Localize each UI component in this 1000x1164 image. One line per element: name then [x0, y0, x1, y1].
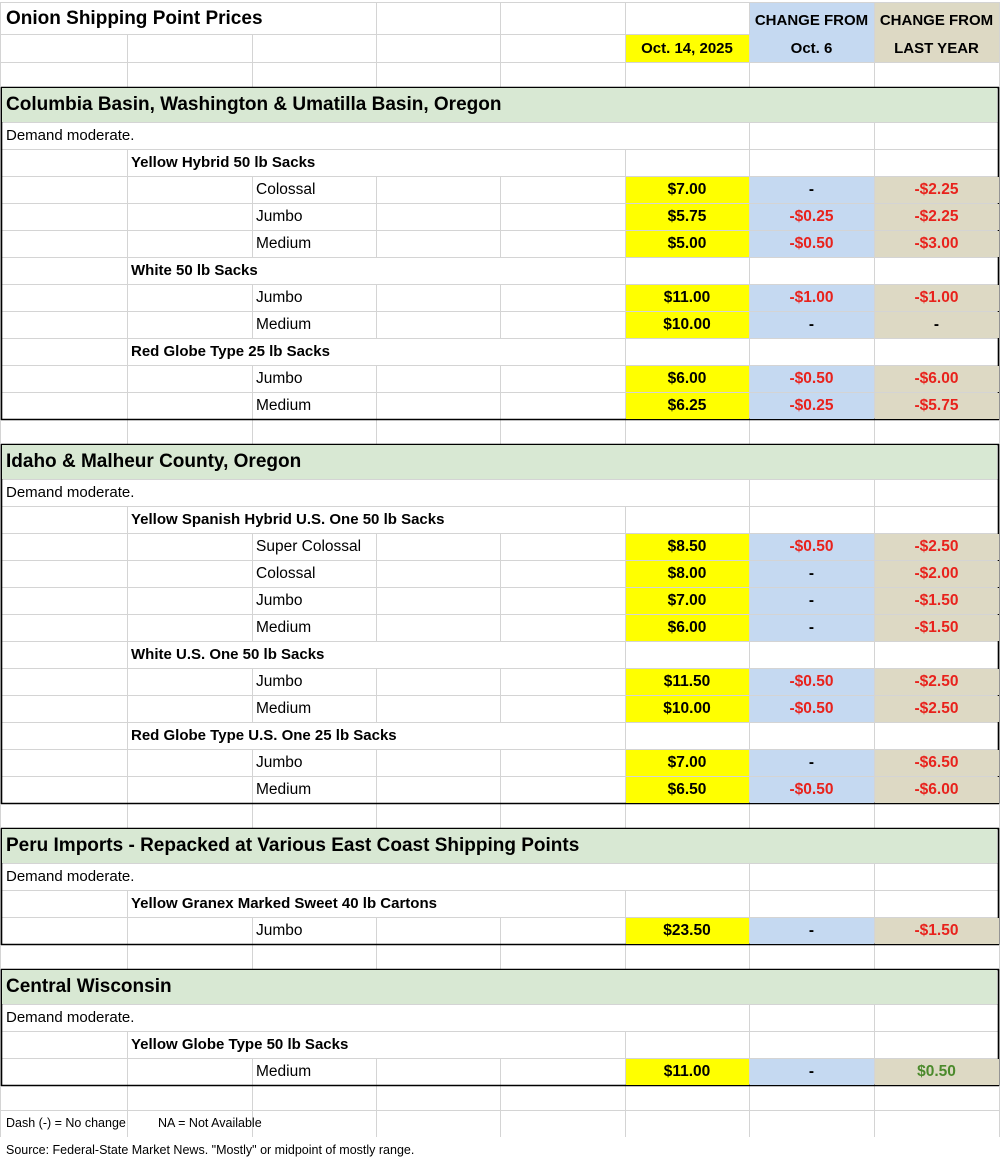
change-year-value: -$2.50 — [914, 537, 959, 555]
change-year-header-bottom: LAST YEAR — [894, 39, 979, 57]
product-name: White 50 lb Sacks — [131, 262, 258, 279]
legend-na: NA = Not Available — [158, 1116, 262, 1131]
size-label: Medium — [256, 234, 312, 252]
price-value: $6.25 — [667, 396, 707, 414]
price-value: $7.00 — [667, 753, 707, 771]
page-title: Onion Shipping Point Prices — [6, 7, 263, 29]
change-week-header-bottom: Oct. 6 — [790, 39, 833, 57]
price-value: $7.00 — [667, 591, 707, 609]
product-name: White U.S. One 50 lb Sacks — [131, 646, 325, 663]
price-value: $11.50 — [663, 672, 711, 690]
change-year-value: -$6.50 — [914, 753, 959, 771]
price-value: $11.00 — [663, 288, 711, 306]
change-week-value: - — [808, 315, 815, 333]
price-value: $23.50 — [663, 921, 711, 939]
change-year-header-top: CHANGE FROM — [879, 11, 994, 29]
change-year-value: -$1.00 — [914, 288, 959, 306]
change-year-value: -$1.50 — [914, 921, 959, 939]
size-label: Medium — [256, 315, 312, 333]
price-value: $10.00 — [663, 315, 711, 333]
product-name: Red Globe Type U.S. One 25 lb Sacks — [131, 727, 397, 744]
size-label: Jumbo — [256, 207, 303, 225]
change-year-value: -$2.25 — [914, 180, 959, 198]
product-name: Yellow Hybrid 50 lb Sacks — [131, 154, 316, 171]
change-week-value: -$1.00 — [789, 288, 834, 306]
demand-note: Demand moderate. — [6, 484, 135, 501]
change-week-value: -$0.25 — [789, 396, 834, 414]
change-week-value: - — [808, 180, 815, 198]
size-label: Jumbo — [256, 288, 303, 306]
product-name: Yellow Granex Marked Sweet 40 lb Cartons — [131, 895, 437, 912]
price-value: $5.75 — [667, 207, 707, 225]
size-label: Colossal — [256, 564, 316, 582]
change-year-value: -$2.50 — [914, 699, 959, 717]
change-week-value: -$0.25 — [789, 207, 834, 225]
size-label: Medium — [256, 699, 312, 717]
size-label: Colossal — [256, 180, 316, 198]
price-value: $6.50 — [667, 780, 707, 798]
change-week-value: - — [808, 1062, 815, 1080]
demand-note: Demand moderate. — [6, 1009, 135, 1026]
change-year-value: -$1.50 — [914, 618, 959, 636]
change-week-value: -$0.50 — [789, 234, 834, 252]
size-label: Medium — [256, 618, 312, 636]
size-label: Jumbo — [256, 753, 303, 771]
product-name: Yellow Spanish Hybrid U.S. One 50 lb Sacks — [131, 511, 445, 528]
change-week-value: - — [808, 618, 815, 636]
change-week-header-top: CHANGE FROM — [754, 11, 869, 29]
change-year-value: -$6.00 — [914, 780, 959, 798]
size-label: Jumbo — [256, 921, 303, 939]
price-value: $6.00 — [667, 618, 707, 636]
price-value: $8.00 — [667, 564, 707, 582]
change-year-value: -$3.00 — [914, 234, 959, 252]
change-year-value: - — [933, 315, 940, 333]
size-label: Medium — [256, 780, 312, 798]
region-title: Columbia Basin, Washington & Umatilla Basin, Oregon — [6, 94, 502, 115]
size-label: Medium — [256, 396, 312, 414]
size-label: Jumbo — [256, 369, 303, 387]
size-label: Jumbo — [256, 672, 303, 690]
change-week-value: - — [808, 591, 815, 609]
price-value: $5.00 — [667, 234, 707, 252]
price-value: $6.00 — [667, 369, 707, 387]
region-title: Peru Imports - Repacked at Various East Coast Shipping Points — [6, 835, 580, 856]
change-week-value: -$0.50 — [789, 672, 834, 690]
demand-note: Demand moderate. — [6, 868, 135, 885]
change-week-value: -$0.50 — [789, 537, 834, 555]
size-label: Jumbo — [256, 591, 303, 609]
change-week-value: - — [808, 753, 815, 771]
change-week-value: -$0.50 — [789, 780, 834, 798]
change-year-value: -$1.50 — [914, 591, 959, 609]
price-value: $8.50 — [667, 537, 707, 555]
change-year-value: -$2.00 — [914, 564, 959, 582]
change-year-value: -$6.00 — [914, 369, 959, 387]
price-value: $7.00 — [667, 180, 707, 198]
change-year-value: -$2.50 — [914, 672, 959, 690]
price-value: $10.00 — [663, 699, 711, 717]
price-date-header: Oct. 14, 2025 — [641, 39, 733, 57]
legend-dash: Dash (-) = No change — [6, 1116, 126, 1131]
source-note: Source: Federal-State Market News. "Mostly" or midpoint of mostly range. — [6, 1143, 415, 1158]
demand-note: Demand moderate. — [6, 127, 135, 144]
price-value: $11.00 — [663, 1062, 711, 1080]
size-label: Medium — [256, 1062, 312, 1080]
product-name: Red Globe Type 25 lb Sacks — [131, 343, 330, 360]
change-week-value: -$0.50 — [789, 369, 834, 387]
change-year-value: $0.50 — [917, 1062, 956, 1080]
change-year-value: -$2.25 — [914, 207, 959, 225]
region-title: Idaho & Malheur County, Oregon — [6, 451, 302, 472]
product-name: Yellow Globe Type 50 lb Sacks — [131, 1036, 349, 1053]
change-week-value: - — [808, 921, 815, 939]
change-week-value: -$0.50 — [789, 699, 834, 717]
size-label: Super Colossal — [256, 537, 362, 555]
change-week-value: - — [808, 564, 815, 582]
change-year-value: -$5.75 — [914, 396, 959, 414]
region-title: Central Wisconsin — [6, 976, 172, 997]
